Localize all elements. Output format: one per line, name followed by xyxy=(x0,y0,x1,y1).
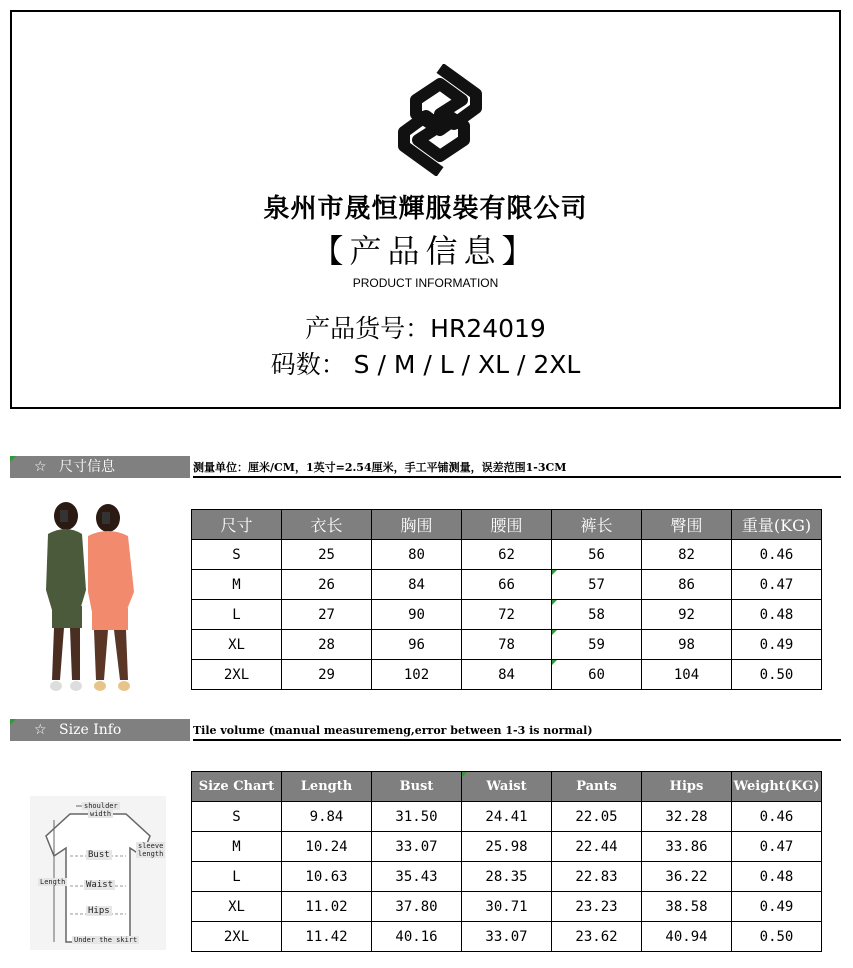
table-cell: 59 xyxy=(552,630,642,660)
measurement-diagram xyxy=(30,796,166,950)
table-cell: 90 xyxy=(372,600,462,630)
diagram-label-width: width xyxy=(90,810,112,818)
table-cell: 25.98 xyxy=(462,832,552,862)
cn-section-tab xyxy=(10,456,190,478)
dress-outline-icon xyxy=(30,796,166,950)
star-icon: ☆ xyxy=(34,722,47,738)
en-size-table xyxy=(191,771,822,952)
table-cell: 33.07 xyxy=(462,922,552,952)
table-cell: S xyxy=(192,540,282,570)
product-info-subtitle: PRODUCT INFORMATION xyxy=(352,276,499,290)
cn-measure-note: 测量单位：厘米/CM，1英寸=2.54厘米，手工平铺测量，误差范围1-3CM xyxy=(193,456,841,478)
table-cell: 0.47 xyxy=(732,832,822,862)
diagram-label-waist: Waist xyxy=(86,880,114,890)
en-section-label: Size Info xyxy=(59,722,122,738)
table-cell: 98 xyxy=(642,630,732,660)
col-header: Waist xyxy=(462,772,552,802)
table-cell: XL xyxy=(192,892,282,922)
table-cell: 0.48 xyxy=(732,862,822,892)
table-cell: 0.49 xyxy=(732,892,822,922)
table-row xyxy=(192,802,822,832)
table-cell: M xyxy=(192,832,282,862)
table-cell: 40.16 xyxy=(372,922,462,952)
table-row xyxy=(192,922,822,952)
table-cell: 92 xyxy=(642,600,732,630)
table-cell: 0.50 xyxy=(732,660,822,690)
diagram-label-sleeve: sleeve xyxy=(138,842,164,850)
table-row xyxy=(192,570,822,600)
col-header: 腰围 xyxy=(462,510,552,540)
table-cell: 84 xyxy=(372,570,462,600)
table-cell: 102 xyxy=(372,660,462,690)
table-row xyxy=(192,600,822,630)
table-cell: 26 xyxy=(282,570,372,600)
col-header: Length xyxy=(282,772,372,802)
cn-size-table xyxy=(191,509,822,690)
table-cell: 22.83 xyxy=(552,862,642,892)
col-header: Size Chart xyxy=(192,772,282,802)
table-cell: 60 xyxy=(552,660,642,690)
table-cell: 37.80 xyxy=(372,892,462,922)
table-cell: 0.47 xyxy=(732,570,822,600)
table-cell: 80 xyxy=(372,540,462,570)
table-cell: 2XL xyxy=(192,660,282,690)
col-header: 重量(KG) xyxy=(732,510,822,540)
table-cell: 23.23 xyxy=(552,892,642,922)
table-cell: 27 xyxy=(282,600,372,630)
table-cell: 33.86 xyxy=(642,832,732,862)
diagram-label-hips: Hips xyxy=(88,906,110,916)
table-cell: 0.48 xyxy=(732,600,822,630)
table-cell: 57 xyxy=(552,570,642,600)
table-cell: 36.22 xyxy=(642,862,732,892)
table-cell: 25 xyxy=(282,540,372,570)
tab-corner-mark xyxy=(10,719,16,725)
cn-section-label: 尺寸信息 xyxy=(59,459,116,475)
table-cell: XL xyxy=(192,630,282,660)
table-cell: 86 xyxy=(642,570,732,600)
table-cell: 0.49 xyxy=(732,630,822,660)
table-cell: 40.94 xyxy=(642,922,732,952)
table-cell: 96 xyxy=(372,630,462,660)
diagram-label-bust: Bust xyxy=(88,850,110,860)
col-header: Pants xyxy=(552,772,642,802)
table-cell: L xyxy=(192,862,282,892)
table-header-row xyxy=(192,772,822,802)
table-cell: 72 xyxy=(462,600,552,630)
table-cell: 35.43 xyxy=(372,862,462,892)
table-row xyxy=(192,660,822,690)
table-cell: 29 xyxy=(282,660,372,690)
table-cell: 22.44 xyxy=(552,832,642,862)
table-cell: 24.41 xyxy=(462,802,552,832)
col-header: Hips xyxy=(642,772,732,802)
table-cell: 104 xyxy=(642,660,732,690)
table-cell: 33.07 xyxy=(372,832,462,862)
diagram-label-length: Length xyxy=(40,878,66,886)
table-cell: 82 xyxy=(642,540,732,570)
table-cell: 11.02 xyxy=(282,892,372,922)
table-cell: 30.71 xyxy=(462,892,552,922)
table-cell: S xyxy=(192,802,282,832)
table-cell: 2XL xyxy=(192,922,282,952)
table-cell: 9.84 xyxy=(282,802,372,832)
table-row xyxy=(192,862,822,892)
table-cell: 28 xyxy=(282,630,372,660)
col-header: 胸围 xyxy=(372,510,462,540)
table-row xyxy=(192,630,822,660)
table-cell: 62 xyxy=(462,540,552,570)
col-header: 衣长 xyxy=(282,510,372,540)
diagram-label-sleeve-length: length xyxy=(138,850,164,858)
table-cell: 23.62 xyxy=(552,922,642,952)
col-header: 裤长 xyxy=(552,510,642,540)
style-number: 产品货号：HR24019 xyxy=(305,314,546,343)
table-row xyxy=(192,540,822,570)
brand-logo-icon xyxy=(396,64,484,176)
table-cell: 78 xyxy=(462,630,552,660)
tab-corner-mark xyxy=(10,456,16,462)
table-cell: M xyxy=(192,570,282,600)
star-icon: ☆ xyxy=(34,459,47,475)
table-cell: 31.50 xyxy=(372,802,462,832)
model-photo xyxy=(30,500,142,700)
table-cell: 11.42 xyxy=(282,922,372,952)
table-cell: L xyxy=(192,600,282,630)
product-info-title: 【产品信息】 xyxy=(311,232,540,270)
table-cell: 0.50 xyxy=(732,922,822,952)
table-cell: 10.24 xyxy=(282,832,372,862)
table-cell: 0.46 xyxy=(732,540,822,570)
table-cell: 56 xyxy=(552,540,642,570)
table-cell: 66 xyxy=(462,570,552,600)
col-header: Bust xyxy=(372,772,462,802)
diagram-label-under-skirt: Under the skirt xyxy=(74,936,138,944)
col-header: 臀围 xyxy=(642,510,732,540)
table-cell: 10.63 xyxy=(282,862,372,892)
table-cell: 58 xyxy=(552,600,642,630)
table-header-row xyxy=(192,510,822,540)
table-row xyxy=(192,892,822,922)
table-cell: 84 xyxy=(462,660,552,690)
table-cell: 32.28 xyxy=(642,802,732,832)
table-cell: 38.58 xyxy=(642,892,732,922)
product-header-box xyxy=(10,10,841,409)
diagram-label-shoulder: shoulder xyxy=(84,802,118,810)
table-cell: 0.46 xyxy=(732,802,822,832)
col-header: Weight(KG) xyxy=(732,772,822,802)
table-cell: 28.35 xyxy=(462,862,552,892)
table-cell: 22.05 xyxy=(552,802,642,832)
company-name: 泉州市晟恒輝服裝有限公司 xyxy=(263,194,588,224)
en-section-tab xyxy=(10,719,190,741)
size-range: 码数： S / M / L / XL / 2XL xyxy=(270,350,581,379)
table-row xyxy=(192,832,822,862)
en-measure-note: Tile volume (manual measuremeng,error between 1-3 is normal) xyxy=(193,719,841,741)
col-header: 尺寸 xyxy=(192,510,282,540)
